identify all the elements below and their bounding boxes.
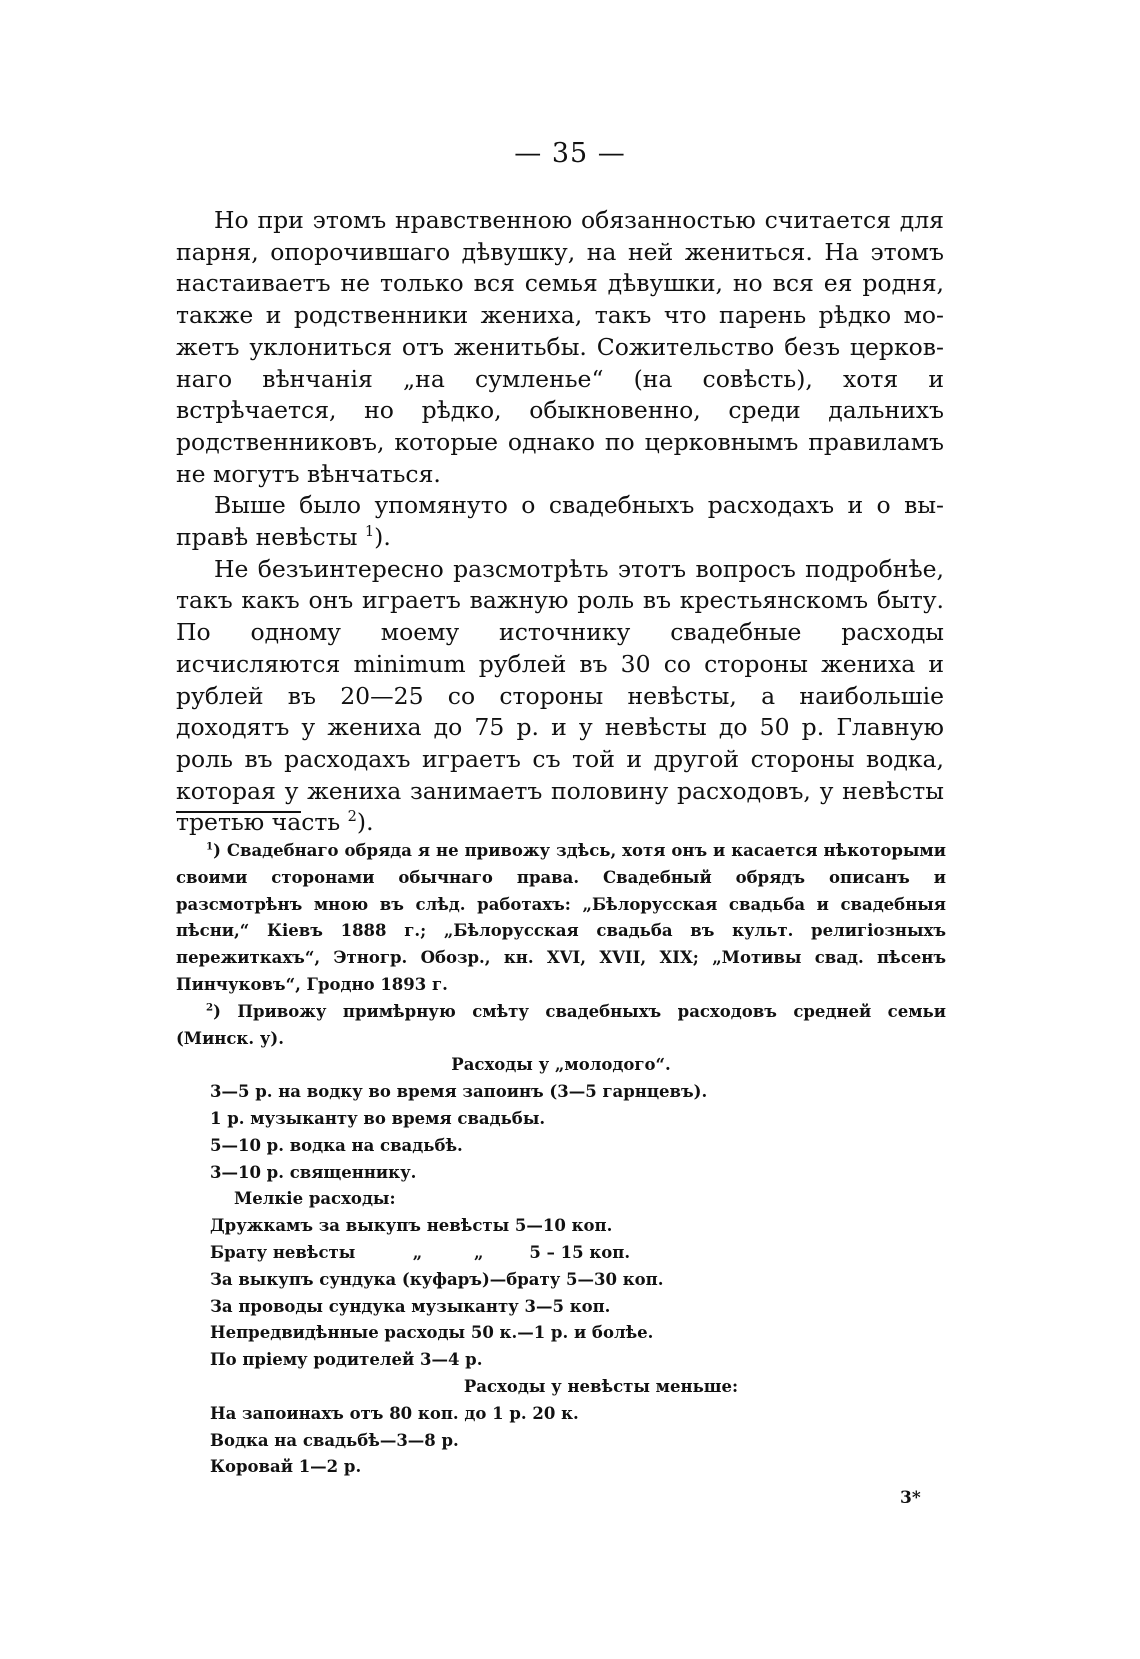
- footnote-1-mark: 1: [206, 840, 214, 853]
- paragraph-2-text: Выше было упомянуто о свадебныхъ расходахъ и о выправѣ невѣсты: [176, 491, 944, 552]
- small-expenses-heading: Мелкіе расходы:: [234, 1189, 396, 1209]
- groom-expense-item: 3—10 р. священнику.: [210, 1162, 417, 1182]
- groom-expenses-heading: Расходы у „молодого“.: [451, 1055, 671, 1075]
- footnotes: [176, 838, 946, 1481]
- paragraph-3-end: ).: [356, 808, 374, 837]
- bride-expense-item: Водка на свадьбѣ—3—8 р.: [210, 1430, 459, 1450]
- small-expense-item: Непредвидѣнные расходы 50 к.—1 р. и болѣе.: [210, 1323, 654, 1343]
- main-text: [176, 205, 944, 839]
- small-expense-item: За выкупъ сундука (куфаръ)—брату 5—30 коп.: [210, 1269, 664, 1289]
- footnote-2-mark: 2: [206, 1001, 214, 1014]
- bride-expenses-heading: Расходы у невѣсты меньше:: [463, 1376, 739, 1396]
- signature-mark: 3*: [900, 1488, 921, 1508]
- bride-expense-item: Коровай 1—2 р.: [210, 1457, 362, 1477]
- bride-expense-item: На запоинахъ отъ 80 коп. до 1 р. 20 к.: [210, 1403, 579, 1423]
- paragraph-3-text: Не безъинтересно разсмотрѣть этотъ вопросъ подробнѣе, такъ какъ онъ играетъ важную роль въ крестьянскомъ быту. По одному моему источнику свадебные расходы исчисляются minimum рублей въ 30 со стороны жениха и рублей въ 20—25 со стороны невѣсты, а наибольшіе доходятъ у жениха до 75 р. и у невѣсты до 50 р. Главную роль въ расходахъ играетъ съ той и другой стороны водка, которая у жениха занимаетъ половину расходовъ, у невѣсты третью часть: [176, 554, 944, 837]
- small-expense-item: По пріему родителей 3—4 р.: [210, 1350, 483, 1370]
- groom-expense-item: 5—10 р. водка на свадьбѣ.: [210, 1135, 463, 1155]
- paragraph-3: [176, 554, 944, 839]
- paragraph-1: Но при этомъ нравственною обязанностью считается для парня, опорочившаго дѣвушку, на ней жениться. На этомъ настаиваетъ не только вся семья дѣвушки, но вся ея родня, также и родственники жениха, такъ что парень рѣдко можетъ уклониться отъ женитьбы. Сожительство безъ церковнаго вѣнчанія „на сумленье“ (на совѣсть), хотя и встрѣчается, но рѣдко, обыкновенно, среди дальнихъ родственниковъ, которые однако по церковнымъ правиламъ не могутъ вѣнчаться.: [176, 206, 944, 488]
- groom-expense-item: 3—5 р. на водку во время запоинъ (3—5 гарнцевъ).: [210, 1082, 708, 1102]
- groom-expense-item: 1 р. музыканту во время свадьбы.: [210, 1108, 546, 1128]
- page-number: — 35 —: [514, 138, 626, 169]
- footnote-1-text: ) Свадебнаго обряда я не привожу здѣсь, хотя онъ и касается нѣкоторыми своими сторонами обычнаго права. Свадебный обрядъ описанъ и разсмотрѣнъ мною въ слѣд. работахъ: „Бѣлорусская свадьба и свадебныя пѣсни,“ Кіевъ 1888 г.; „Бѣлорусская свадьба въ культ. религіозныхъ пережиткахъ“, Этногр. Обозр., кн. XVI, XVII, XIX; „Мотивы свад. пѣсенъ Пинчуковъ“, Гродно 1893 г.: [176, 841, 946, 994]
- footnote-1: [176, 838, 946, 999]
- small-expense-item: Брату невѣсты „ „ 5 – 15 коп.: [210, 1242, 631, 1262]
- footnote-2: [176, 999, 946, 1053]
- small-expense-item: За проводы сундука музыканту 3—5 коп.: [210, 1296, 611, 1316]
- paragraph-2: [176, 490, 944, 553]
- footnote-2-text: ) Привожу примѣрную смѣту свадебныхъ расходовъ средней семьи (Минск. у).: [176, 1001, 946, 1048]
- footnote-ref-2: 2: [347, 808, 357, 826]
- small-expense-item: Дружкамъ за выкупъ невѣсты 5—10 коп.: [210, 1216, 613, 1236]
- footnote-ref-1: 1: [364, 523, 375, 541]
- footnote-divider: [176, 811, 301, 813]
- paragraph-2-end: ).: [374, 523, 391, 552]
